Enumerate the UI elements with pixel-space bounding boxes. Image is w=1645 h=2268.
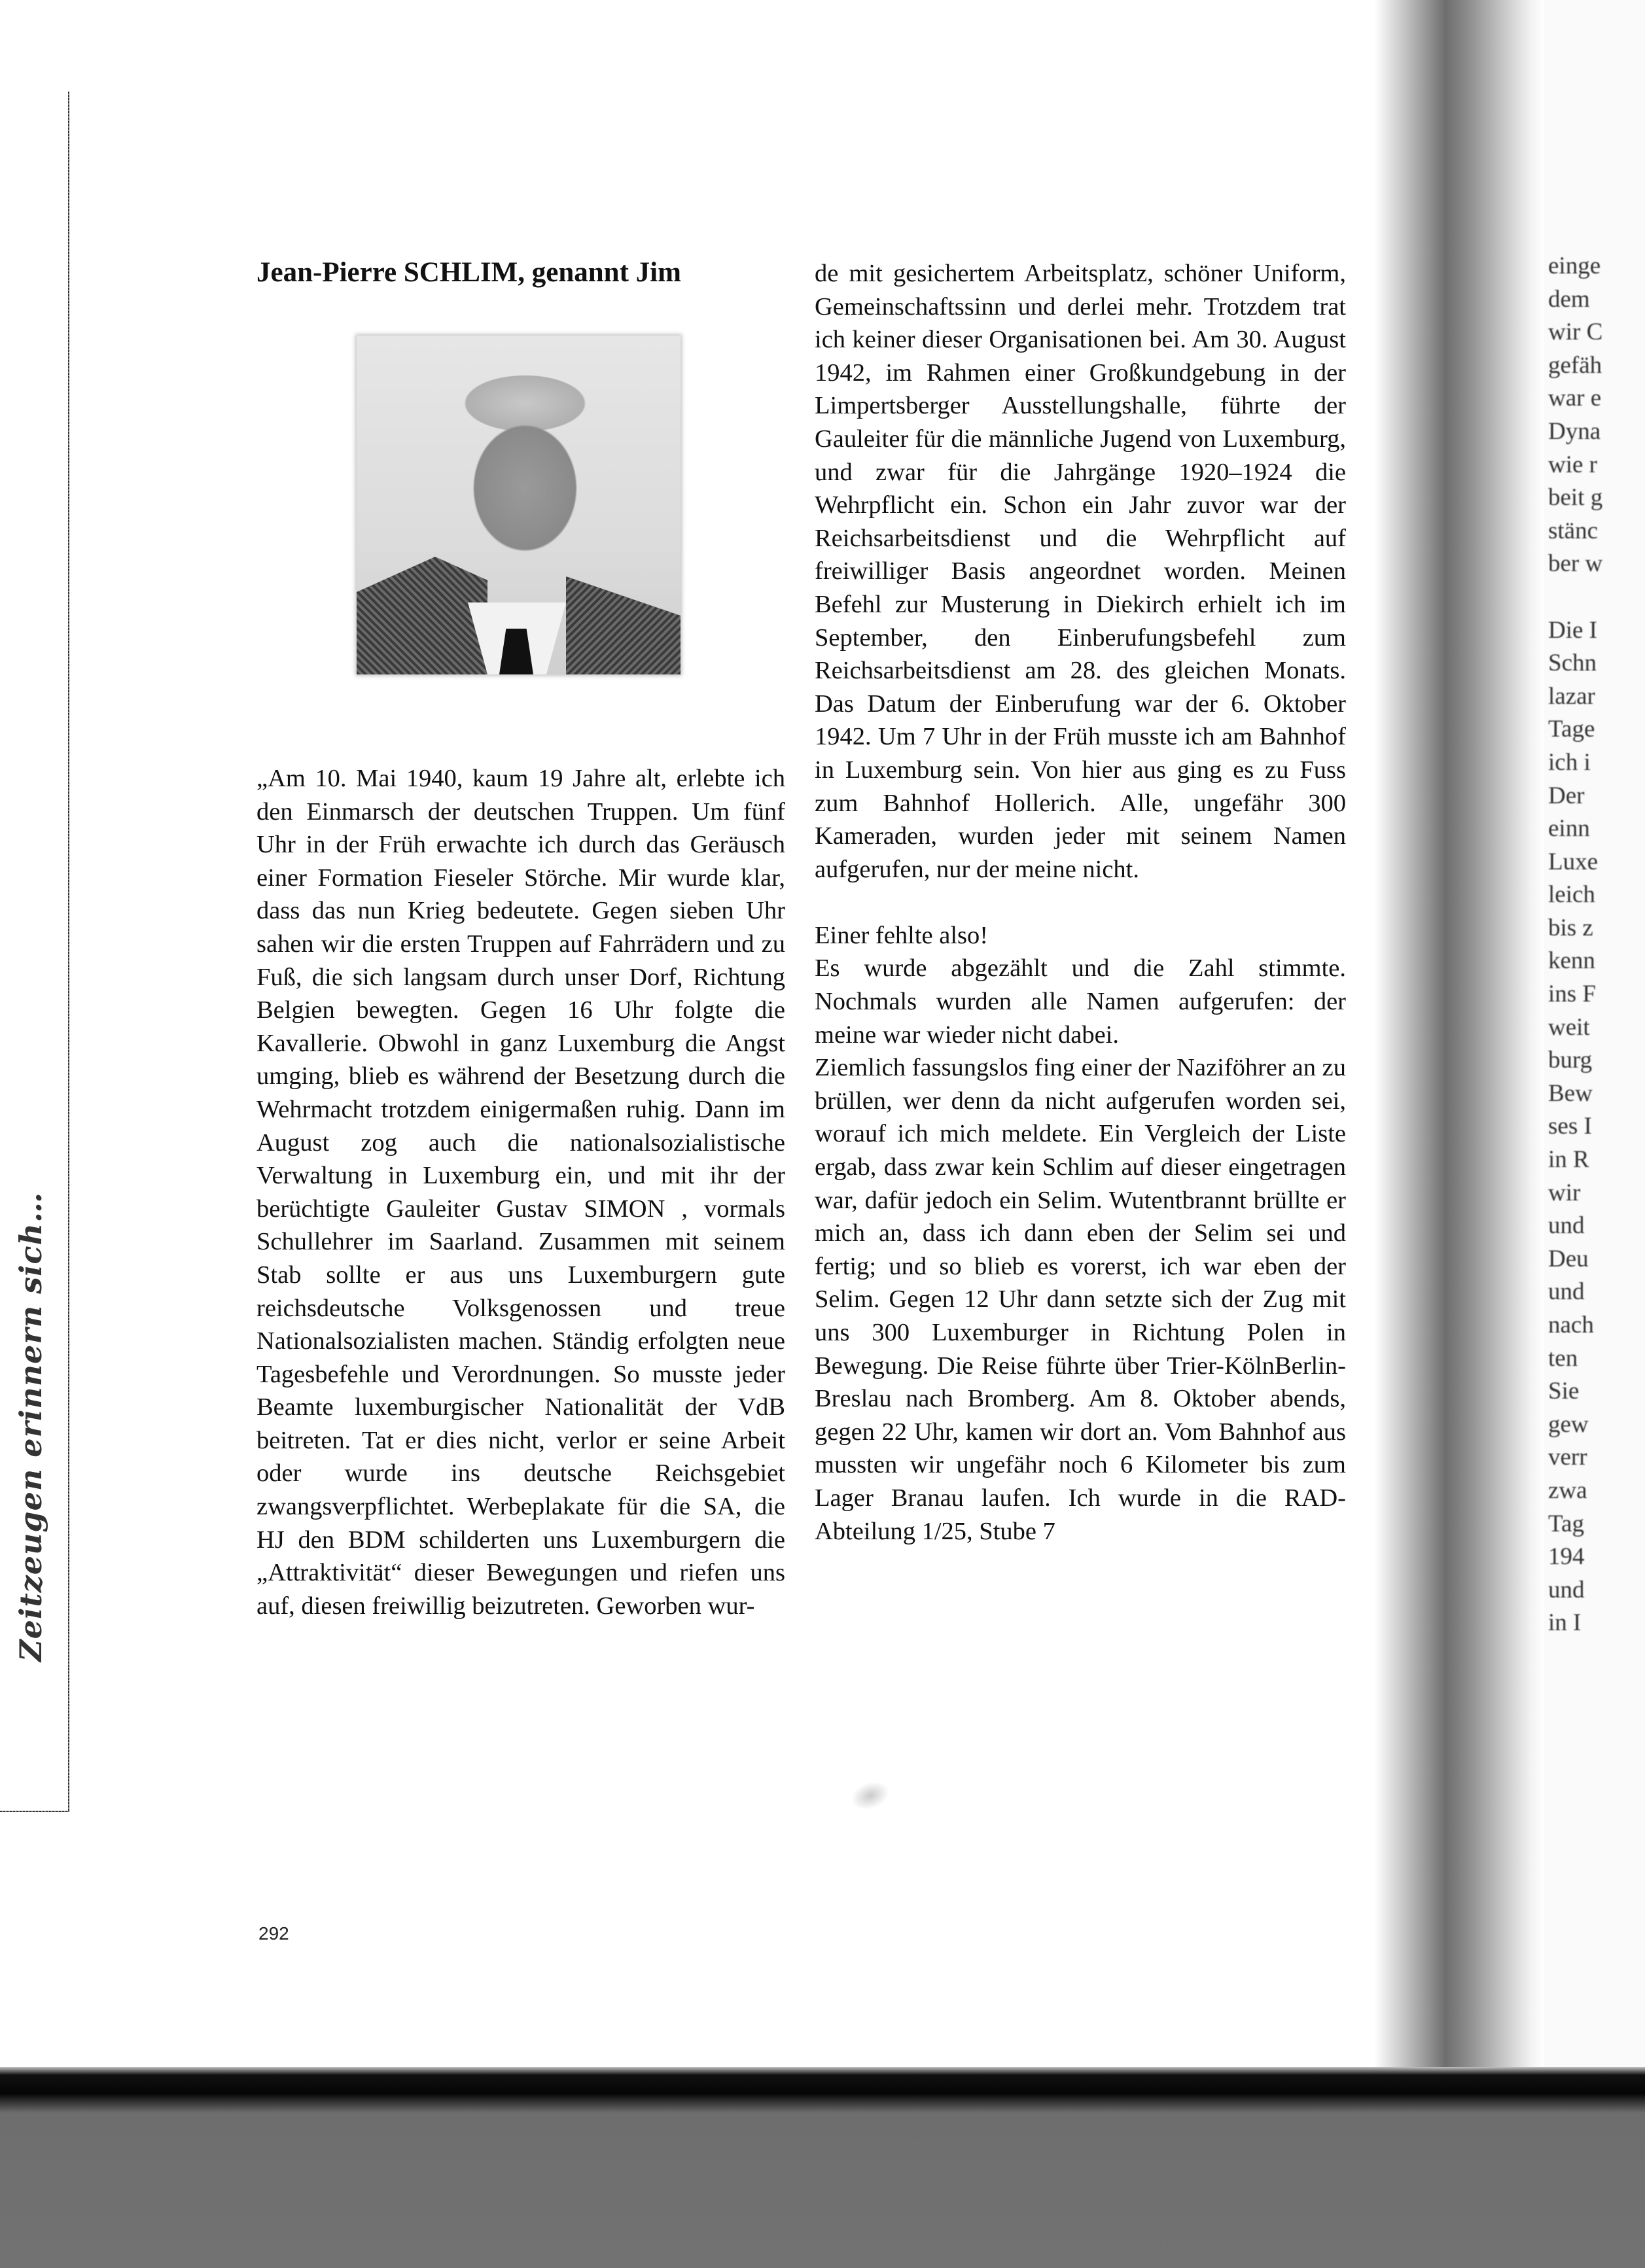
facing-page-line: kenn	[1548, 947, 1595, 975]
facing-page-line: dem	[1548, 285, 1590, 313]
text-column-middle	[815, 257, 1346, 1548]
facing-page-line: gefäh	[1548, 351, 1602, 379]
facing-page-line: einge	[1548, 253, 1601, 279]
book-gutter-shadow	[1374, 0, 1544, 2067]
facing-page-line: und	[1548, 1576, 1585, 1603]
scanner-bed-edge	[0, 2067, 1645, 2268]
facing-page-partial	[1544, 0, 1645, 2067]
side-frame-line	[68, 92, 69, 1812]
facing-page-line: Der	[1548, 782, 1585, 809]
facing-page-line: lazar	[1548, 682, 1595, 710]
running-title-vertical: Zeitzeugen erinnern sich…	[13, 1192, 48, 1662]
facing-page-line: gew	[1548, 1410, 1589, 1438]
facing-page-line: Dyna	[1548, 417, 1601, 445]
paragraph-gap	[1548, 581, 1602, 614]
facing-page-line: und	[1548, 1278, 1585, 1306]
facing-page-line: burg	[1548, 1047, 1593, 1074]
facing-page-line: beit g	[1548, 484, 1603, 512]
facing-page-line: wir C	[1548, 319, 1603, 346]
facing-page-line: Die I	[1548, 616, 1597, 644]
facing-page-line: in I	[1548, 1609, 1582, 1637]
facing-page-line: wir	[1548, 1179, 1581, 1206]
facing-page-line: wie r	[1548, 451, 1597, 478]
facing-page-line: Luxe	[1548, 848, 1599, 875]
facing-page-line: ber w	[1548, 550, 1603, 578]
side-frame-line-bottom	[0, 1811, 69, 1812]
facing-page-line: stänc	[1548, 517, 1599, 544]
paragraph: Ziemlich fassungslos fing einer der Naziföhrer an zu brüllen, wer denn da nicht aufgerufen worden sei, worauf ich mich meldete. Ein Vergleich der Liste ergab, dass zwar kein Schlim auf dieser eingetragen war, dafür jedoch ein Selim. Wutentbrannt brüllte er mich an, dass ich dann eben der Selim sei und fertig; und so blieb es vorerst, ich war eben der Selim. Gegen 12 Uhr dann setzte sich der Zug mit uns 300 Luxemburger in Richtung Polen in Bewegung. Die Reise führte über Trier-KölnBerlin-Breslau nach Bromberg. Am 8. Oktober abends, gegen 22 Uhr, kamen wir dort an. Vom Bahnhof aus mussten wir ungefähr noch 6 Kilometer bis zum Lager Branau laufen. Ich wurde in die RAD-Abteilung 1/25, Stube 7	[815, 1054, 1346, 1545]
facing-page-line: 194	[1548, 1543, 1585, 1571]
facing-page-line: zwa	[1548, 1476, 1587, 1504]
paragraph: Es wurde abgezählt und die Zahl stimmte. Nochmals wurden alle Namen aufgerufen: der meine war wieder nicht dabei.	[815, 954, 1346, 1049]
facing-page-line: verr	[1548, 1444, 1587, 1471]
facing-page-line: leich	[1548, 881, 1595, 909]
facing-page-line: bis z	[1548, 914, 1593, 941]
facing-page-line: ins F	[1548, 981, 1597, 1008]
paragraph: „Am 10. Mai 1940, kaum 19 Jahre alt, erlebte ich den Einmarsch der deutschen Truppen. Um fünf Uhr in der Früh erwachte ich durch das Geräusch einer Formation Fieseler Störche. Mir wurde klar, dass das nun Krieg bedeutete. Gegen sieben Uhr sahen wir die ersten Truppen auf Fahrrädern und zu Fuß, die sich langsam durch unser Dorf, Richtung Belgien bewegten. Gegen 16 Uhr folgte die Kavallerie. Obwohl in ganz Luxemburg die Angst umging, blieb es während der Besetzung durch die Wehrmacht trotzdem einigermaßen ruhig. Dann im August zog auch die nationalsozialistische Verwaltung in Luxemburg ein, und mit ihr der berüchtigte Gauleiter Gustav SIMON , vormals Schullehrer im Saarland. Zusammen mit seinem Stab sollte er aus uns Luxemburgern gute reichsdeutsche Volksgenossen und treue Nationalsozialisten machen. Ständig erfolgten neue Tagesbefehle und Verordnungen. So musste jeder Beamte luxemburgischer Nationalität der VdB beitreten. Tat er dies nicht, verlor er seine Arbeit oder wurde ins deutsche Reichsgebiet zwangsverpflichtet. Werbeplakate für die SA, die HJ den BDM schilderten uns Luxemburgern die „Attraktivität“ dieser Bewegungen und riefen uns auf, diesen freiwillig beizutreten. Geworben wur-	[256, 765, 785, 1620]
paragraph: Einer fehlte also!	[815, 921, 989, 949]
facing-page-line: ten	[1548, 1344, 1578, 1372]
facing-page-line: Sie	[1548, 1378, 1580, 1405]
facing-page-line: war e	[1548, 385, 1602, 412]
facing-page-line: ich i	[1548, 748, 1591, 776]
portrait-suit-left	[357, 557, 487, 674]
facing-page-line: ses I	[1548, 1113, 1592, 1140]
scan-smudge	[847, 1777, 893, 1815]
facing-page-line: Deu	[1548, 1245, 1589, 1272]
page-number: 292	[258, 1923, 289, 1944]
facing-page-line: Tag	[1548, 1510, 1584, 1537]
facing-page-text	[1548, 250, 1602, 1640]
text-column-left	[256, 762, 785, 1622]
article-heading: Jean-Pierre SCHLIM, genannt Jim	[256, 257, 681, 288]
facing-page-line: weit	[1548, 1013, 1590, 1041]
facing-page-line: und	[1548, 1212, 1585, 1240]
portrait-suit-right	[566, 576, 681, 674]
facing-page-line: Bew	[1548, 1079, 1593, 1107]
facing-page-line: einn	[1548, 815, 1590, 843]
facing-page-line: in R	[1548, 1146, 1589, 1174]
paragraph: de mit gesichertem Arbeitsplatz, schöner Uniform, Gemeinschaftssinn und derlei mehr. Trotzdem trat ich keiner dieser Organisationen bei. Am 30. August 1942, im Rahmen einer Großkundgebung in der Limpertsberger Ausstellungshalle, führte der Gauleiter für die männliche Jugend von Luxemburg, und zwar für die Jahrgänge 1920–1924 die Wehrpflicht ein. Schon ein Jahr zuvor war der Reichsarbeitsdienst und die Wehrpflicht auf freiwilliger Basis angeordnet worden. Meinen Befehl zur Musterung in Diekirch erhielt ich im September, den Einberufungsbefehl zum Reichsarbeitsdienst am 28. des gleichen Monats. Das Datum der Einberufung war der 6. Oktober 1942. Um 7 Uhr in der Früh musste ich am Bahnhof in Luxemburg sein. Von hier aus ging es zu Fuss zum Bahnhof Hollerich. Alle, ungefähr 300 Kameraden, wurden jeder mit seinem Namen aufgerufen, nur der meine nicht.	[815, 260, 1346, 883]
paragraph-gap	[815, 886, 1346, 919]
facing-page-line: nach	[1548, 1312, 1594, 1338]
facing-page-line: Tage	[1548, 716, 1595, 743]
portrait-photo	[357, 336, 681, 674]
facing-page-line: Schn	[1548, 650, 1597, 677]
